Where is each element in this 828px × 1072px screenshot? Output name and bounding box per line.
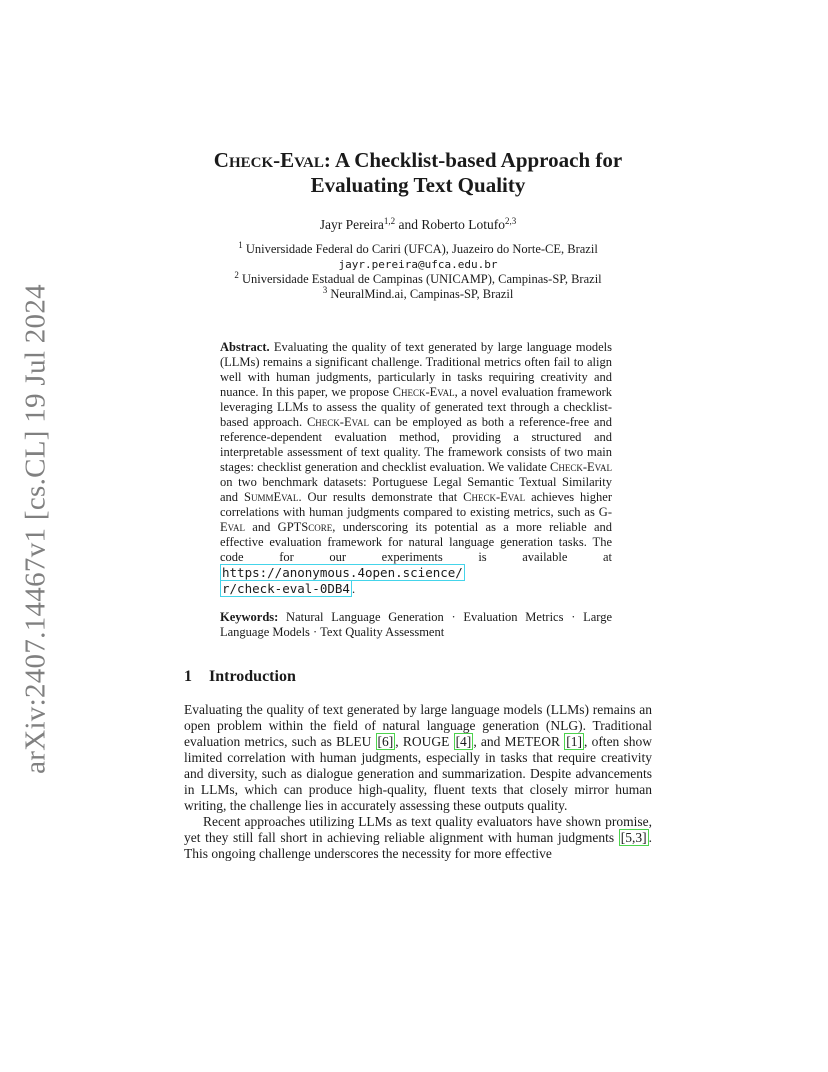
arxiv-sidebar-stamp [12, 284, 60, 774]
author-list: Jayr Pereira$^{1,2}$ and Roberto Lotufo$^{2,3}$ [319, 216, 517, 232]
keywords-label: Keywords: [220, 610, 279, 624]
abstract: Abstract. Evaluating the quality of text generated by large language models (LLMs) remains a significant challenge. Traditional metrics often fail to align well with human judgments, particularly in tasks requiring creativity and nuance. In this paper, we propose Check-Eval, a novel evaluation framework leveraging LLMs to assess the quality of generated text through a checklist-based approach. Check-Eval can be employed as both a reference-free and reference-dependent evaluation method, providing a structured and interpretable assessment of text quality. The framework consists of two main stages: checklist generation and checklist evaluation. We validate Check-Eval on two benchmark datasets: Portuguese Legal Semantic Textual Similarity and SummEval. Our results demonstrate that Check-Eval achieves higher correlations with human judgments compared to existing metrics, such as G-Eval and GPTScore, underscoring its potential as a more reliable and effective evaluation framework for natural language generation tasks. The code for our experiments is available at https://anonymous.4open.science/ r/check-eval-0DB4 . [220, 340, 613, 596]
citation-link[interactable]: [1] [566, 734, 582, 749]
section-heading-introduction [184, 668, 652, 686]
author-affil-sup: 1,2 [383, 216, 396, 226]
author-name: Jayr Pereira [319, 217, 384, 232]
paper-page [184, 148, 652, 862]
citation-link[interactable]: [5,3] [620, 830, 647, 845]
code-url-link-cont[interactable]: r/check-eval-0DB4 [222, 581, 350, 596]
affiliation-line: $^2$ Universidade Estadual de Campinas (UNICAMP), Campinas-SP, Brazil [234, 270, 602, 286]
paragraph: Evaluating the quality of text generated by large language models (LLMs) remains an open problem within the field of natural language generation (NLG). Traditional evaluation metrics, such as BLEU [6] , ROUGE [4] , and METEOR [1] , often show limited correlation with human judgments, especially in tasks that require creativity and diversity, such as dialogue generation and summarization. Despite advancements in LLMs, which can produce high-quality, fluent texts that closely mirror human writing, the challenge lies in accurately assessing these outputs quality. [184, 702, 652, 813]
affiliation-list [184, 242, 652, 302]
citation-link[interactable]: [4] [455, 734, 472, 749]
affiliation-line: $^3$ NeuralMind.ai, Campinas-SP, Brazil [322, 285, 514, 301]
paragraph: Recent approaches utilizing LLMs as text quality evaluators have shown promise, yet they still fall short in achieving reliable alignment with human judgments [5,3] . This ongoing challenge underscores the necessity for more effective [184, 814, 652, 861]
abstract-label: Abstract. [220, 340, 270, 354]
code-url-link[interactable]: https://anonymous.4open.science/ [222, 565, 463, 580]
section-number: 1 [184, 668, 192, 685]
author-name: Roberto Lotufo [421, 217, 505, 232]
section-title: Introduction [209, 668, 296, 685]
arxiv-id: arXiv:2407.14467v1 [cs.CL] 19 Jul 2024 [19, 284, 52, 774]
affiliation-line: $^1$ Universidade Federal do Cariri (UFCA), Juazeiro do Norte-CE, Brazil [238, 240, 598, 256]
paper-title: Check-Eval: A Checklist-based Approach for Evaluating Text Quality [213, 148, 623, 197]
author-email[interactable]: jayr.pereira@ufca.edu.br [338, 258, 498, 271]
citation-link[interactable]: [6] [377, 734, 394, 749]
author-affil-sup: 2,3 [504, 216, 517, 226]
keywords: Keywords: Natural Language Generation · Evaluation Metrics · Large Language Models · Text Quality Assessment [220, 610, 612, 639]
introduction-body [184, 702, 652, 862]
